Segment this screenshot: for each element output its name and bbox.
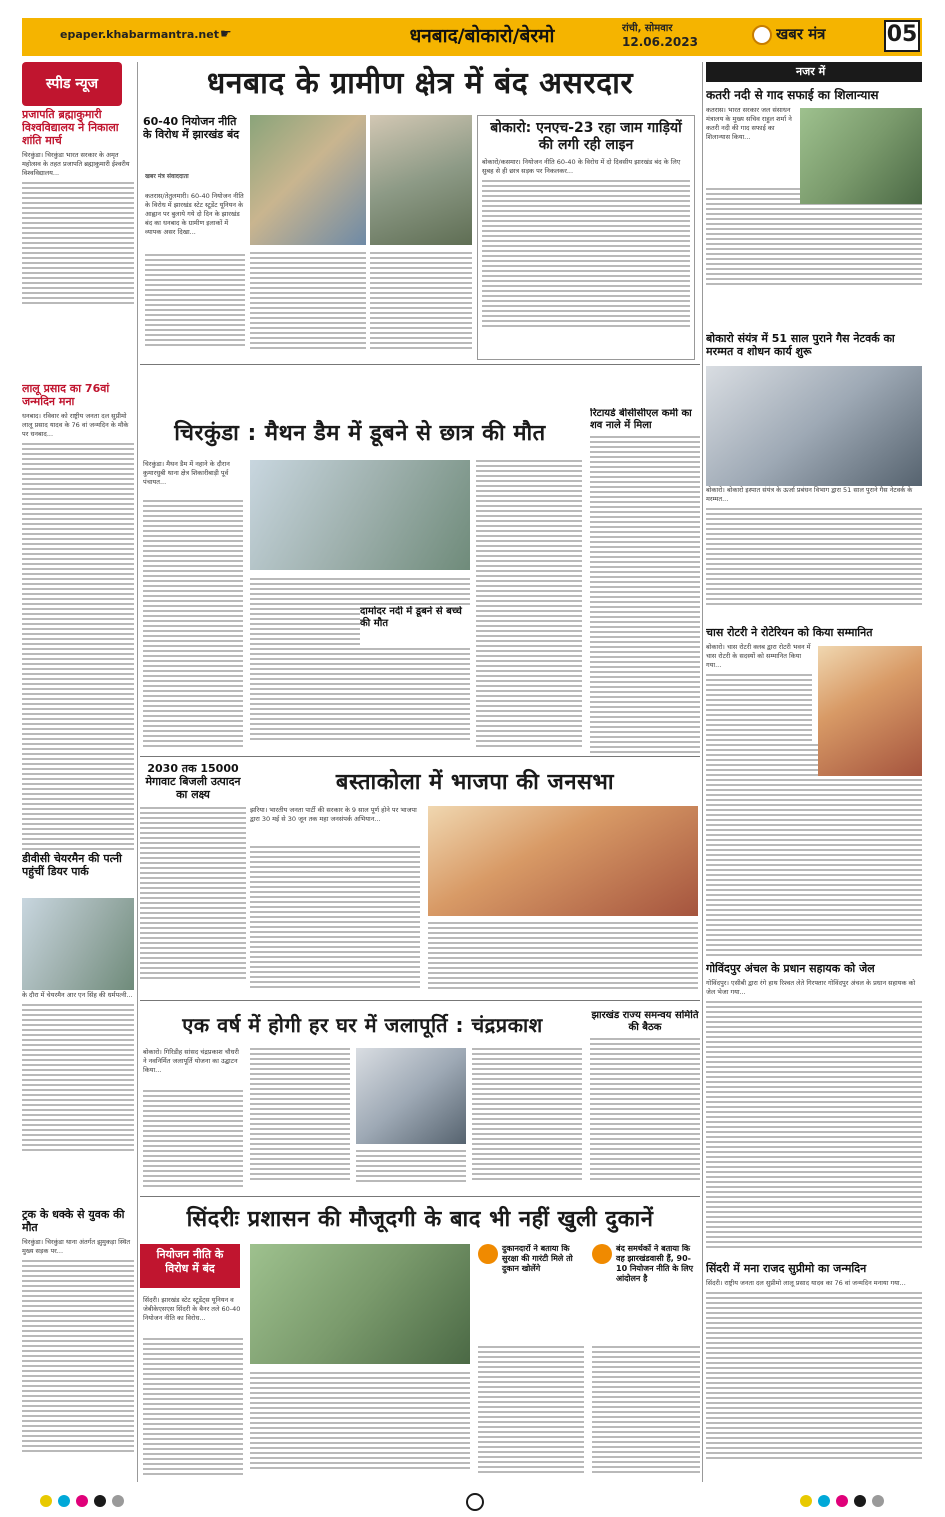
chirkunda-lead: चिरकुंडा। मैथन डैम में नहाने के दौरान कुमारधुबी थाना क्षेत्र शिकारीबाड़ी पूर्व पंचायत... [143,460,230,486]
right-story-4-body [706,1001,922,1248]
quote-2-mark-icon [592,1244,612,1264]
city-day: रांची, सोमवार [622,23,673,34]
bastakola-body-col2 [428,922,698,992]
registration-dot-grey-right [872,1495,884,1507]
sindri-quote-2 [592,1244,700,1340]
right-story-1-headline: कतरी नदी से गाद सफाई का शिलान्यास [706,88,879,102]
rule-top-story [140,364,700,365]
left-story-1-lead: चिरकुंडा। चिरकुंडा भारत सरकार के अमृत महोत्सव के तहत प्रजापति ब्रह्माकुमारी ईश्वरीय विश्वविद्यालय... [22,151,130,177]
registration-dot-grey [112,1495,124,1507]
top-headline: धनबाद के ग्रामीण क्षेत्र में बंद असरदार [206,66,634,101]
speed-news-label: स्पीड न्यूज [45,76,99,92]
rule-bastakola [140,1000,700,1001]
right-story-3-lead: बोकारो। चास रोटरी क्लब द्वारा रोटरी भवन में चास रोटरी के सदस्यों को सम्मानित किया गया... [706,643,811,669]
registration-crosshair-icon [466,1493,484,1511]
registration-dot-cyan [58,1495,70,1507]
right-story-2-photo [706,366,922,486]
power-body [140,807,246,979]
registration-dot-cyan-right [818,1495,830,1507]
bastakola-lead: झरिया। भारतीय जनता पार्टी की सरकार के 9 साल पूर्ण होने पर भाजपा द्वारा 30 मई से 30 जून तक महा जनसंपर्क अभियान... [250,806,417,823]
right-column-divider [702,62,703,1482]
sindri-tag [140,1244,240,1288]
left-column-divider [137,62,138,1482]
left-story-4-body [22,1260,134,1452]
speed-news-badge [22,62,122,106]
bokaro-body [478,176,694,334]
top-photo-left [250,115,366,245]
sindri-quote-2-text: बंद समर्थकों ने बताया कि वह झारखंडवासी हैं, 90-10 नियोजन नीति के लिए आंदोलन है [616,1244,694,1283]
sindri-body-col3 [478,1346,584,1478]
right-story-2-lead: बोकारो। बोकारो इस्पात संयंत्र के ऊर्जा प्रबंधन विभाग द्वारा 51 साल पुराने गैस नेटवर्क के मरम्मत... [706,486,913,503]
registration-dot-yellow-right [800,1495,812,1507]
cursor-icon: ☛ [220,27,232,42]
epaper-url[interactable]: epaper.khabarmantra.net [60,28,219,41]
retired-body [590,436,700,753]
chirkunda-photo [250,460,470,570]
quote-1-mark-icon [478,1244,498,1264]
left-story-2-body [22,443,134,852]
bastakola-headline: बस्ताकोला में भाजपा की जनसभा [335,770,615,795]
left-story-3-body [22,1004,134,1151]
top-body-col3 [250,252,366,356]
left-story-4-lead: चिरकुंडा। चिरकुंडा थाना अंतर्गत झुमुकड़ा स्थित मुख्य सड़क पर... [22,1238,131,1255]
right-story-5-body [706,1292,922,1459]
top-body-col4 [370,252,472,356]
chirkunda-body-col2 [250,578,470,748]
right-story-1-lead: कतरास। भारत सरकार जल संसाधन मंत्रालय के मुख्य सचिव राहुल शर्मा ने कतरी नदी की गाद सफाई का शिलान्यास किया... [706,106,792,141]
top-sub-headline-text: 60-40 नियोजन नीति के विरोध में झारखंड बंद [143,115,240,141]
sindri-tag-label: नियोजन नीति के विरोध में बंद [156,1248,224,1275]
page-number: 05 [884,20,920,52]
drown-sub-headline: दामोदर नदी में डूबने से बच्चे की मौत [360,606,462,629]
top-byline: खबर मंत्र संवाददाता [145,173,189,180]
sindri-lead: सिंदरी। झारखंड स्टेट स्टूडेंट्स यूनियन व जेबीकेएसएस सिंदरी के बैनर तले 60-40 नियोजन नीति का विरोध... [143,1296,241,1322]
right-story-1 [706,88,922,328]
brand-logo-icon [752,25,772,45]
rule-chirkunda [140,756,700,757]
sindri-headline: सिंदरीः प्रशासन की मौजूदगी के बाद भी नहीं खुली दुकानें [186,1207,654,1232]
jharkhand-box [590,1010,700,1190]
top-photo-right [370,115,472,245]
power-box [140,762,246,992]
sindri-body-col4 [592,1346,700,1478]
right-section-band [706,62,922,82]
chirkunda-body-col3 [476,460,582,750]
retired-box [590,408,700,753]
right-story-2-headline: बोकारो संयंत्र में 51 साल पुराने गैस नेटवर्क का मरम्मत व शोधन कार्य शुरू [706,332,895,358]
right-story-3-headline: चास रोटरी ने रोटेरियन को किया सम्मानित [706,626,873,639]
left-story-3-headline: डीवीसी चेयरमैन की पत्नी पहुंचीं डियर पार्क [22,852,122,878]
registration-dot-magenta-right [836,1495,848,1507]
edition-title: धनबाद/बोकारो/बेरमो [409,25,555,47]
power-sub-headline: 2030 तक 15000 मेगावाट बिजली उत्पादन का लक्ष्य [145,762,241,801]
right-story-5-headline: सिंदरी में मना राजद सुप्रीमो का जन्मदिन [706,1262,867,1275]
left-story-1 [22,108,134,378]
left-story-3-lead: के दौरा में चेयरमैन आर एन सिंह की धर्मपत्नी... [22,991,133,999]
bokaro-lead: बोकारो/कसमार। नियोजन नीति 60-40 के विरोध में दो दिवसीय झारखंड बंद के लिए सुबह से ही छात्र सड़क पर निकलकर... [482,158,681,175]
left-story-3 [22,852,134,1202]
bokaro-headline: बोकारो: एनएच-23 रहा जाम गाड़ियों की लगी रही लाइन [490,120,682,153]
retired-sub-headline: रिटायर्ड बीसीसीएल कर्मी का शव नाले में मिला [590,408,692,431]
top-body-col2 [192,192,242,356]
right-story-3-photo [818,646,922,776]
brand-name: खबर मंत्र [776,25,826,43]
registration-dot-yellow [40,1495,52,1507]
drown-sub-box [360,606,472,646]
water-body-col3 [356,1150,466,1190]
right-story-4 [706,962,922,1252]
left-story-1-headline: प्रजापति ब्रह्माकुमारी विश्वविद्यालय ने निकाला शांति मार्च [22,108,119,147]
left-story-1-body [22,182,134,304]
water-lead: बोकारो। गिरिडीह सांसद चंद्रप्रकाश चौधरी ने नवनिर्मित जलापूर्ति योजना का उद्घाटन किया... [143,1048,239,1074]
water-photo [356,1048,466,1144]
left-story-2-lead: धनबाद। रविवार को राष्ट्रीय जनता दल सुप्रीमो लालू प्रसाद यादव के 76 वां जन्मदिन के मौके पर धनबाद... [22,412,129,438]
bastakola-body-col1 [250,846,420,992]
rule-water [140,1196,700,1197]
right-story-4-lead: गोविंदपुर। एसीबी द्वारा रंगे हाथ रिश्वत लेते गिरफ्तार गोविंदपुर अंचल के प्रधान सहायक को जेल भेजा गया... [706,979,916,996]
jharkhand-body [590,1038,700,1180]
top-sub-headline [143,115,243,165]
right-story-5 [706,1262,922,1482]
left-story-3-photo [22,898,134,990]
top-lead: कतरास/तेतुलमारी। 60-40 नियोजन नीति के विरोध में झारखंड स्टेट स्टूडेंट यूनियन के आह्वान पर बुलाये गये दो दिन के झारखंड बंद का धनबाद के ग्रामीण इलाकों में व्यापक असर दिखा... [145,192,244,236]
right-story-1-photo [800,108,922,204]
registration-dot-magenta [76,1495,88,1507]
sindri-quote-1 [478,1244,584,1340]
sindri-photo [250,1244,470,1364]
left-story-2-headline: लालू प्रसाद का 76वां जन्मदिन मना [22,382,110,408]
sindri-body-col2 [250,1372,470,1478]
water-body-col1 [143,1090,243,1190]
right-story-4-headline: गोविंदपुर अंचल के प्रधान सहायक को जेल [706,962,875,975]
registration-dot-black [94,1495,106,1507]
right-story-2-body [706,508,922,605]
water-headline: एक वर्ष में होगी हर घर में जलापूर्ति : चंद्रप्रकाश [182,1013,543,1037]
right-section-label: नजर में [796,65,826,78]
sindri-body-col1 [143,1338,243,1478]
right-story-2 [706,332,922,622]
bastakola-photo [428,806,698,916]
left-story-2 [22,382,134,852]
chirkunda-headline: चिरकुंडा : मैथन डैम में डूबने से छात्र की मौत [174,421,546,446]
water-body-col4 [472,1048,582,1188]
right-story-3 [706,626,922,956]
registration-dot-black-right [854,1495,866,1507]
sindri-quote-1-text: दुकानदारों ने बताया कि सुरक्षा की गारंटी मिले तो दुकान खोलेंगे [502,1244,573,1273]
right-story-5-lead: सिंदरी। राष्ट्रीय जनता दल सुप्रीमो लालू प्रसाद यादव का 76 वां जन्मदिन मनाया गया... [706,1279,906,1287]
issue-date: 12.06.2023 [622,35,698,49]
left-story-4 [22,1208,134,1488]
chirkunda-body-col1 [143,500,243,750]
left-story-4-headline: ट्रक के धक्के से युवक की मौत [22,1208,125,1234]
jharkhand-sub-headline: झारखंड राज्य समन्वय समिति की बैठक [591,1010,699,1033]
water-body-col2 [250,1048,350,1188]
bokaro-box [477,115,695,360]
